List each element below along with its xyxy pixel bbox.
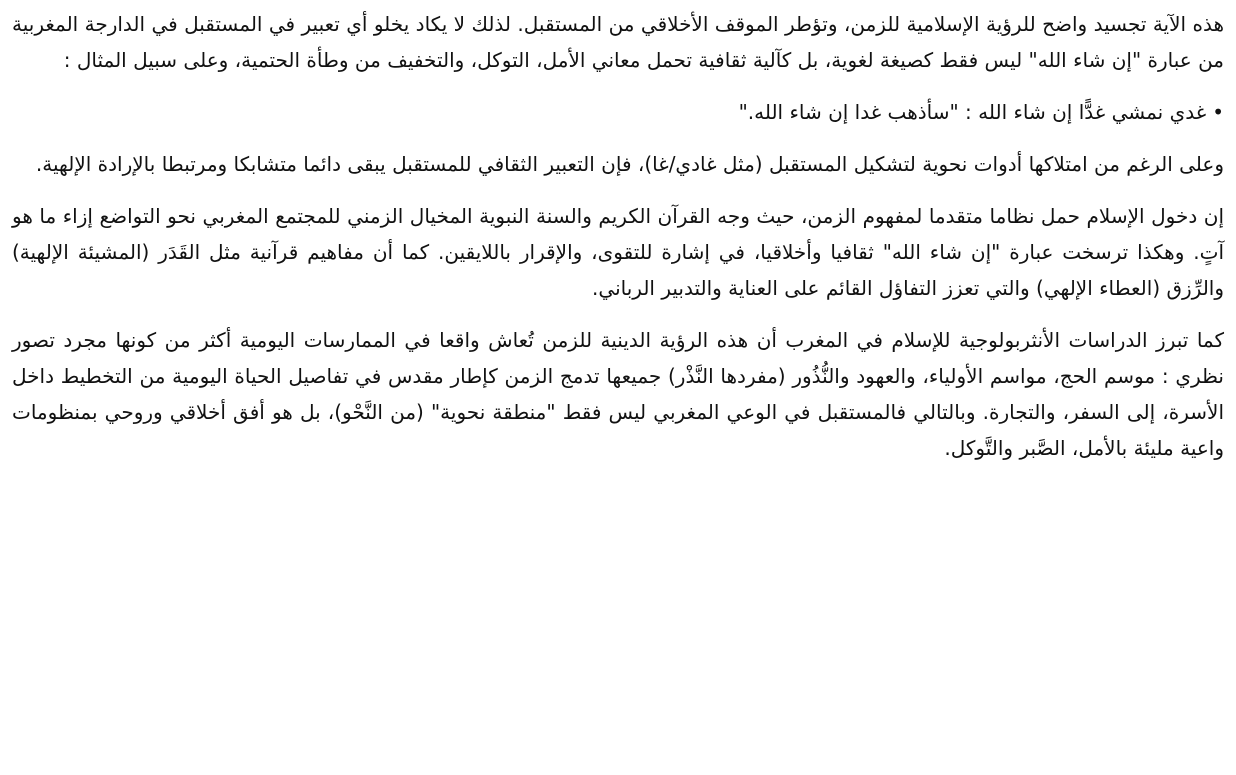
bullet-mark: •: [1212, 100, 1224, 124]
paragraph-1: هذه الآية تجسيد واضح للرؤية الإسلامية للزمن، وتؤطر الموقف الأخلاقي من المستقبل. لذلك لا يكاد يخلو أي تعبير في المستقبل في الدارجة المغربية من عبارة "إن شاء الله" ليس فقط كصيغة لغوية، بل كآلية ثقافية تحمل معاني الأمل، التوكل، والتخفيف من وطأة الحتمية، وعلى سبيل المثال :: [12, 12, 1224, 72]
paragraph-4: كما تبرز الدراسات الأنثربولوجية للإسلام في المغرب أن هذه الرؤية الدينية للزمن تُعاش واقعا في الممارسات اليومية أكثر من كونها مجرد تصور نظري : موسم الحج، مواسم الأولياء، والعهود والنُّذُور (مفردها النَّذْر) جميعها تدمج الزمن كإطار مقدس في تفاصيل الحياة اليومية من التخطيط داخل الأسرة، إلى السفر، والتجارة. وبالتالي فالمستقبل في الوعي المغربي ليس فقط "منطقة نحوية" (من النَّحْو)، بل هو أفق أخلاقي وروحي بمنظومات واعية مليئة بالأمل، الصَّبر والتَّوكل.: [12, 328, 1224, 460]
paragraph-2: وعلى الرغم من امتلاكها أدوات نحوية لتشكيل المستقبل (مثل غادي/غا)، فإن التعبير الثقافي للمستقبل يبقى دائما متشابكا ومرتبطا بالإرادة الإلهية.: [35, 152, 1224, 176]
bullet-text: غدي نمشي غدًّا إن شاء الله : "سأذهب غدا إن شاء الله.": [738, 100, 1207, 124]
bullet-example: [12, 94, 1224, 130]
paragraph-3: إن دخول الإسلام حمل نظاما متقدما لمفهوم الزمن، حيث وجه القرآن الكريم والسنة النبوية المخيال الزمني للمجتمع المغربي نحو التواضع إزاء ما هو آتٍ. وهكذا ترسخت عبارة "إن شاء الله" ثقافيا وأخلاقيا، في إشارة للتقوى، والإقرار باللايقين. كما أن مفاهيم قرآنية مثل القَدَر (المشيئة الإلهية) والرِّزق (العطاء الإلهي) والتي تعزز التفاؤل القائم على العناية والتدبير الرباني.: [12, 204, 1224, 300]
